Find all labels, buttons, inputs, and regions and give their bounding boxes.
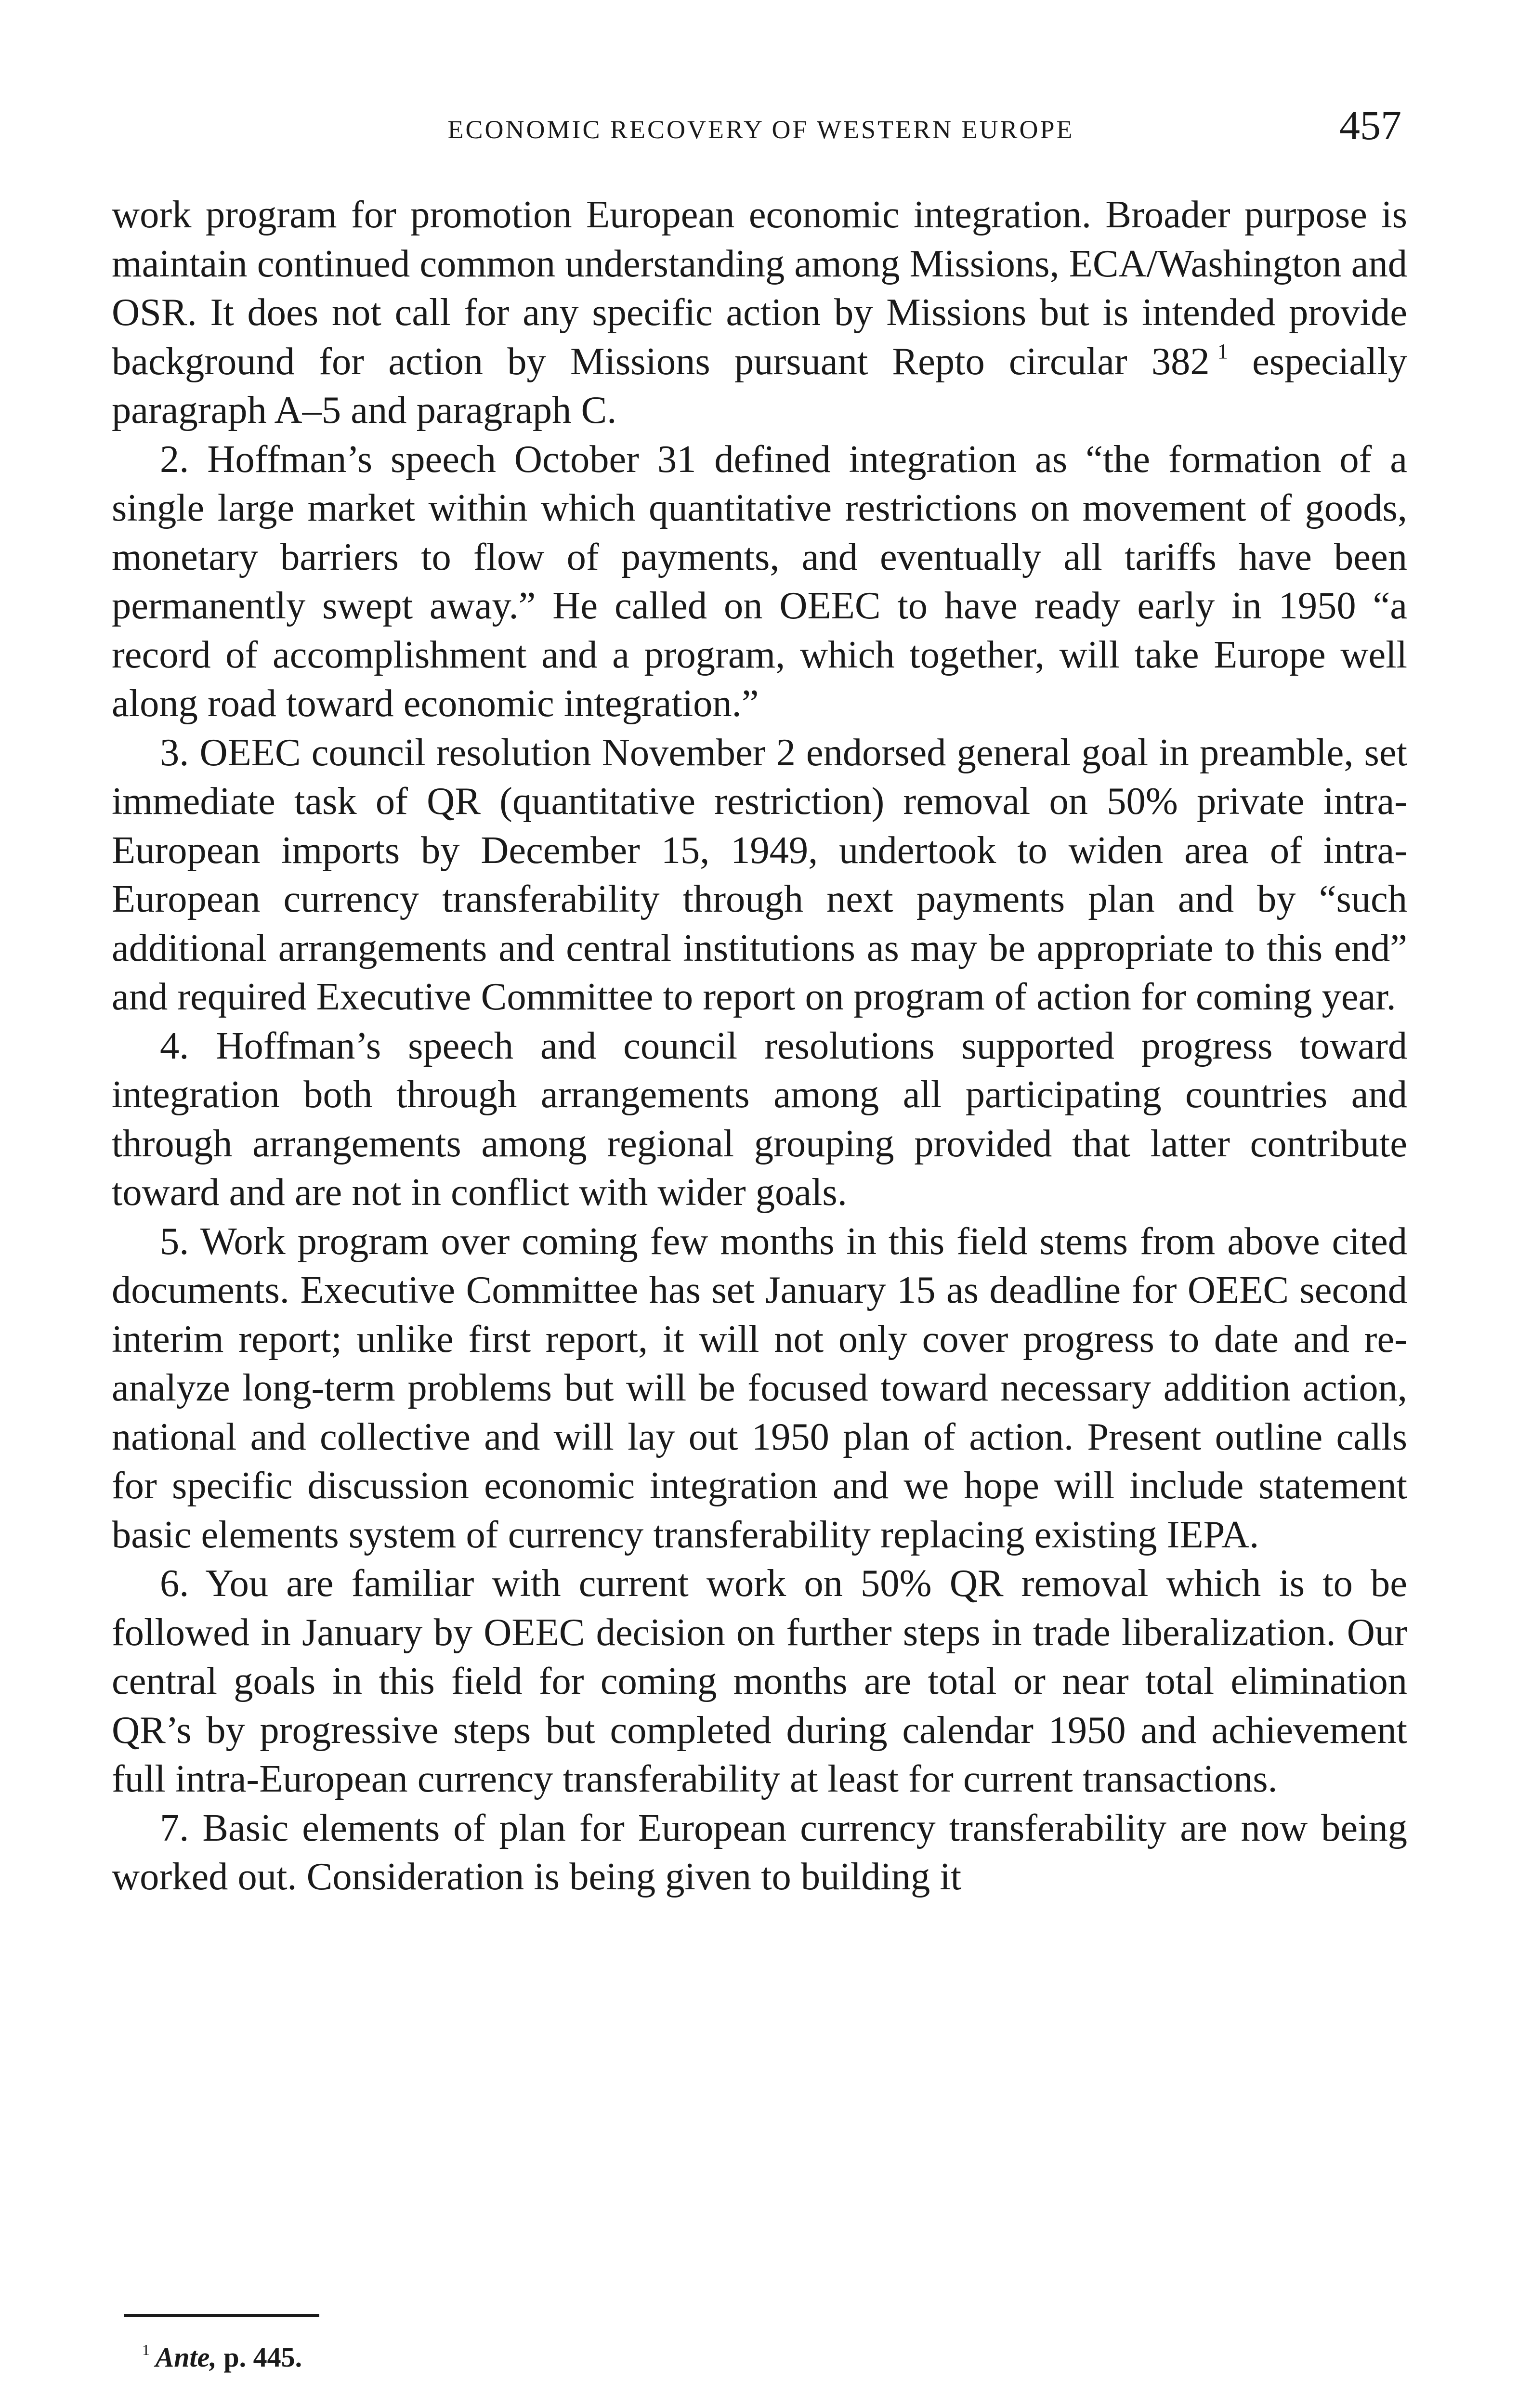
running-title: ECONOMIC RECOVERY OF WESTERN EUROPE (447, 115, 1074, 144)
paragraph-1-text-continued: especially paragraph A–5 and paragraph C. (112, 340, 1407, 432)
footnote-reference: Ante, (155, 2342, 217, 2373)
paragraph-1 (112, 190, 1407, 435)
footnote-divider (124, 2314, 319, 2317)
footnote-marker: 1 (1217, 339, 1228, 363)
page-number: 457 (1339, 102, 1401, 148)
paragraph-6: 6. You are familiar with current work on 50% QR removal which is to be followed in January by OEEC decision on further steps in trade liberalization. Our central goals in this field for coming months are total or near total elimination QR’s by progressive steps but completed during calendar 1950 and achievement full intra-European currency transferability at least for current transactions. (112, 1562, 1407, 1800)
paragraph-4: 4. Hoffman’s speech and council resolutions supported progress toward integration both through arrangements among all participating countries and through arrangements among regional grouping provided that latter contribute toward and are not in conflict with wider goals. (112, 1024, 1407, 1214)
footnote-number: 1 (142, 2342, 150, 2359)
paragraph-2: 2. Hoffman’s speech October 31 defined integration as “the formation of a single large market within which quantitative restrictions on movement of goods, monetary barriers to flow of payments, and eventually all tariffs have been permanently swept away.” He called on OEEC to have ready early in 1950 “a record of accomplishment and a program, which together, will take Europe well along road toward economic integration.” (112, 437, 1407, 725)
body-text (112, 190, 1407, 1901)
paragraph-7: 7. Basic elements of plan for European currency transferability are now being worked out. Consideration is being given to building it (112, 1806, 1407, 1898)
paragraph-1-text: work program for promotion European economic integration. Broader purpose is maintain continued common understanding among Missions, ECA/Washington and OSR. It does not call for any specific action by Missions but is intended provide background for action by Missions pursuant Repto circular 382 (112, 193, 1407, 383)
paragraph-5: 5. Work program over coming few months in this field stems from above cited documents. Executive Committee has set January 15 as deadline for OEEC second interim report; unlike first report, it will not only cover progress to date and re-analyze long-term problems but will be focused toward necessary addition action, national and collective and will lay out 1950 plan of action. Present outline calls for specific discussion economic integration and we hope will include statement basic elements system of currency transferability replacing existing IEPA. (112, 1219, 1407, 1556)
footnote (142, 2341, 302, 2374)
running-header (120, 101, 1401, 154)
paragraph-3: 3. OEEC council resolution November 2 endorsed general goal in preamble, set immediate task of QR (quantitative restriction) removal on 50% private intra-European imports by December 15, 1949, undertook to widen area of intra-European currency transferability through next payments plan and by “such additional arrangements and central institutions as may be appropriate to this end” and required Executive Committee to report on program of action for coming year. (112, 731, 1407, 1018)
footnote-page: p. 445. (216, 2342, 302, 2373)
